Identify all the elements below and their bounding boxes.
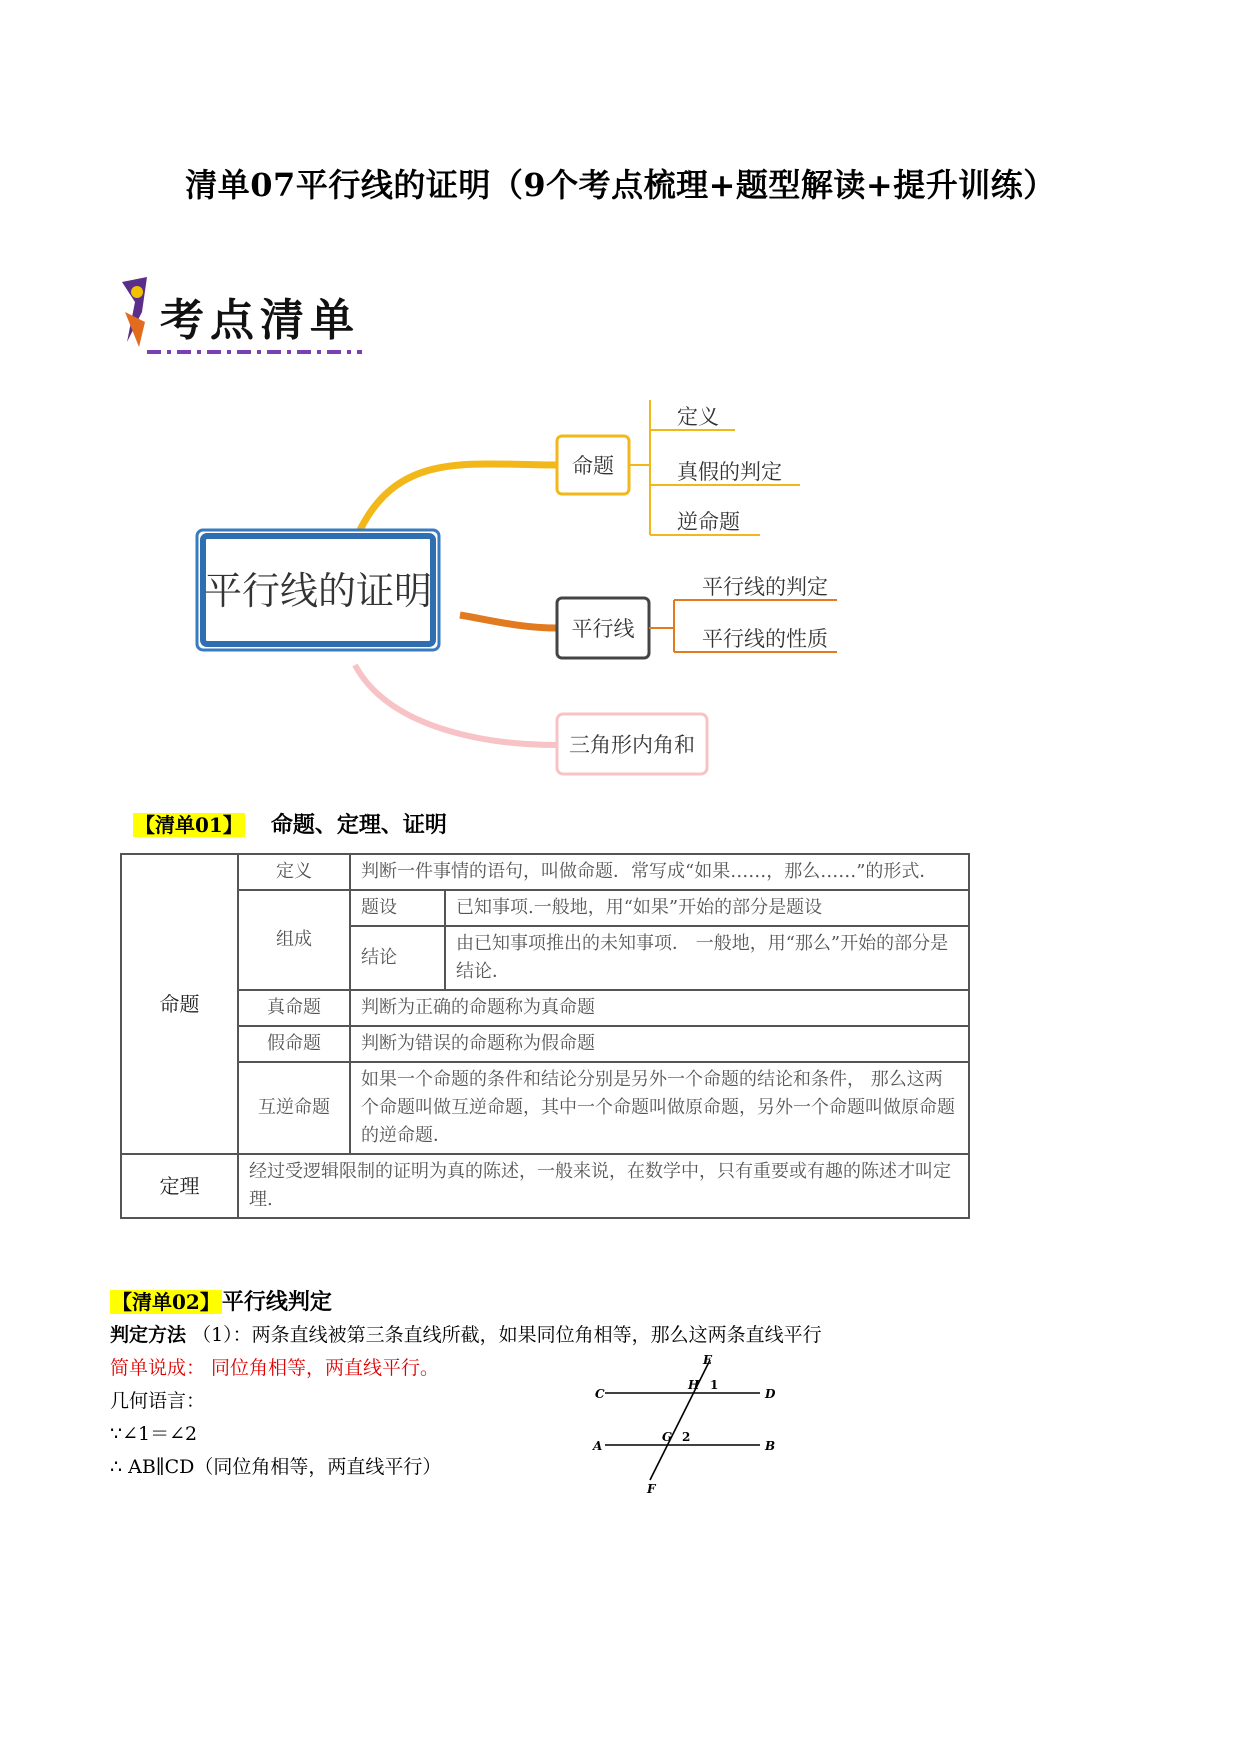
cell-definition-label: 定义 [238, 854, 350, 890]
svg-text:三角形内角和: 三角形内角和 [569, 733, 695, 757]
method-line [110, 1320, 822, 1347]
label-H: H [688, 1378, 700, 1392]
label-E: E [703, 1355, 713, 1367]
section2-heading: 平行线判定 [221, 1290, 332, 1315]
label-G: G [662, 1430, 673, 1444]
method-text: （1）：两条直线被第三条直线所截，如果同位角相等，那么这两条直线平行 [192, 1324, 822, 1346]
leaf-properties: 平行线的性质 [702, 627, 828, 651]
label-F: F [647, 1482, 656, 1495]
connector-proposition [360, 464, 557, 530]
label-angle1: 1 [710, 1378, 719, 1392]
label-D: D [765, 1387, 776, 1401]
leaf-truth: 真假的判定 [677, 460, 782, 484]
definition-table [120, 853, 970, 1219]
svg-text:命题: 命题 [572, 454, 614, 478]
section2-badge: 【清单02】 [112, 1290, 220, 1314]
cell-inverse-label: 互逆命题 [238, 1062, 350, 1154]
leaf-converse: 逆命题 [677, 510, 740, 534]
cell-true-text: 判断为正确的命题称为真命题 [350, 990, 969, 1026]
label-angle2: 2 [682, 1430, 691, 1444]
cell-composition-label: 组成 [238, 890, 350, 990]
because-line: ∵∠1＝∠2 [110, 1423, 198, 1445]
parallel-lines-figure [585, 1355, 785, 1495]
connector-triangle [355, 665, 557, 745]
mind-map [190, 400, 910, 790]
logo-text: 考点清单 [160, 295, 360, 346]
cell-false-label: 假命题 [238, 1026, 350, 1062]
simple-statement: 简单说成： 同位角相等，两直线平行。 [110, 1357, 440, 1379]
label-C: C [595, 1387, 605, 1401]
section1-header [133, 808, 447, 839]
cell-premise-text: 已知事项.一般地，用“如果”开始的部分是题设 [445, 890, 969, 926]
cell-proposition: 命题 [121, 854, 238, 1154]
line-ef [650, 1360, 710, 1480]
svg-text:平行线: 平行线 [571, 617, 635, 641]
cell-conclusion-text: 由已知事项推出的未知事项． 一般地，用“那么”开始的部分是结论． [445, 926, 969, 990]
section1-badge: 【清单01】 [135, 813, 243, 837]
cell-theorem-label: 定理 [121, 1154, 238, 1218]
geo-language-label: 几何语言： [110, 1390, 206, 1412]
center-label: 平行线的证明 [203, 569, 433, 613]
therefore-line: ∴ AB∥CD（同位角相等，两直线平行） [110, 1456, 442, 1478]
cell-theorem-text: 经过受逻辑限制的证明为真的陈述，一般来说，在数学中，只有重要或有趣的陈述才叫定理. [238, 1154, 969, 1218]
cell-inverse-text: 如果一个命题的条件和结论分别是另外一个命题的结论和条件， 那么这两个命题叫做互逆命题，其中一个命题叫做原命题，另外一个命题叫做原命题的逆命题． [350, 1062, 969, 1154]
cell-premise-label: 题设 [350, 890, 445, 926]
method-label: 判定方法 [110, 1324, 187, 1346]
cell-true-label: 真命题 [238, 990, 350, 1026]
cell-definition-text: 判断一件事情的语句，叫做命题．常写成“如果……，那么……”的形式． [350, 854, 969, 890]
leaf-definition: 定义 [677, 405, 719, 429]
label-A: A [593, 1439, 603, 1453]
section1-heading: 命题、定理、证明 [270, 813, 447, 838]
cell-false-text: 判断为错误的命题称为假命题 [350, 1026, 969, 1062]
connector-parallel [460, 615, 557, 628]
cell-conclusion-label: 结论 [350, 926, 445, 990]
label-B: B [765, 1439, 776, 1453]
leaf-criteria: 平行线的判定 [702, 575, 828, 599]
page-title: 清单07平行线的证明（9个考点梳理+题型解读+提升训练） [185, 166, 1056, 204]
section2-header [110, 1285, 332, 1316]
